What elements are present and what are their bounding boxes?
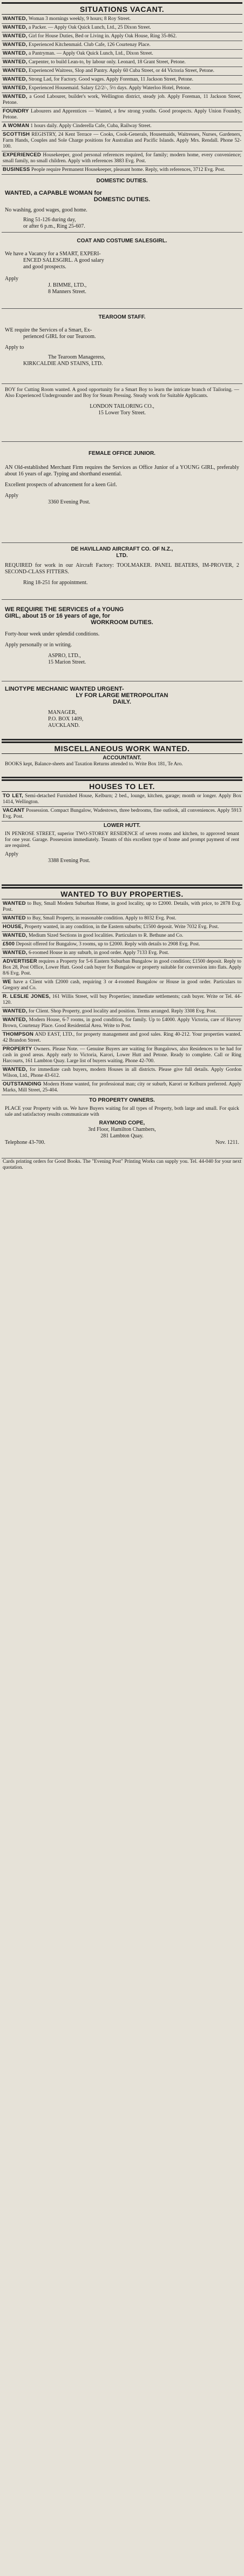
ad-line: Excellent prospects of advancement for a keen Girl. [5,482,117,488]
ad-lead-word: WANTED [3,915,26,921]
classified-ad [2,923,242,932]
ad-lead-word: WANTED, [3,1008,28,1014]
ad-line: Forty-hour week under splendid conditions. [5,631,100,637]
classified-ad [2,76,242,84]
ad-line: WE require the Services of a Smart, Ex- [5,327,92,333]
classified-ad [2,84,242,93]
ad-line: ASPRO, LTD., [48,653,81,659]
ad-title: LTD. [116,553,128,559]
ad-line: Apply personally or in writing. [5,642,72,648]
classified-ad [2,1031,242,1045]
ad-lead-word: WANTED, [3,24,28,30]
classified-ad [2,1081,242,1095]
ad-text: REGISTRY, 24 Kent Terrace — Cooks, Cook-Generals, Housemaids, Waitresses, Nurses, Gardeners, Farm Hands, Couples and Sole Charge positions for Australian and Pacific Islands. Apply Mrs. Rendall. Phone 52-100. [3,132,242,149]
ad-text: 161 Willis Street, will buy Properties; immediate settlements; cash buyer. Write or Tel. 44-120. [3,994,242,1005]
classified-ad [2,32,242,41]
ad-line: LONDON TAILORING CO., [90,403,154,409]
ad-accountant [2,755,242,777]
ad-lead-word: WANTED [3,900,26,906]
ad-line: Apply [5,851,18,857]
ad-text: a Good Labourer, builder's work, Wellington district, steady job. Apply Foreman, 11 Jackson Street, Petone. [3,94,242,105]
ad-lead-word: WANTED, [3,68,28,74]
ad-boy-cutting-room [2,387,242,442]
classified-ad [2,915,242,923]
ad-line: AUCKLAND. [48,723,80,729]
ad-lead-word: SCOTTISH [3,131,30,137]
ad-aspro-workroom [2,606,242,681]
ad-lead-word: EXPERIENCED [3,152,41,158]
ad-title: TEAROOM STAFF. [98,314,146,320]
classified-ad [2,122,242,131]
classified-ad [2,958,242,978]
ad-lead-word: HOUSE, [3,924,23,930]
ad-text: 1 hours daily. Apply Cinderella Cafe, Cuba, Railway Street. [30,123,152,129]
ad-line: DAILY. [113,699,131,705]
houses-to-let-list [2,792,242,822]
ad-line: MANAGER, [48,710,77,716]
ad-text: Woman 3 mornings weekly, 9 hours; 8 Roy Street. [28,16,131,22]
classified-ad [2,1045,242,1066]
ad-lead-word: WANTED, [3,16,28,22]
ad-lead-word: PROPERTY [3,1046,32,1052]
ad-line: perienced GIRL for our Tearoom. [23,334,96,340]
ad-de-havilland-aircraft [2,546,242,600]
ad-lead-word: WANTED, [3,932,28,938]
ad-text: People require Permanent Housekeeper, pleasant home. Reply, with references, 3712 Evg. Post. [31,167,226,173]
ad-title: DOMESTIC DUTIES. [96,178,148,184]
ad-line: P.O. BOX 1409, [48,716,84,722]
section-heading-miscellaneous-work: MISCELLANEOUS WORK WANTED. [2,741,242,754]
ad-lower-hutt [2,823,242,885]
classified-ad [2,166,242,175]
ad-lead-word: WANTED, [3,950,28,956]
ad-lead-word: THOMPSON [3,1031,34,1037]
ad-text: Owners. Please Note. — Genuine Buyers are waiting for Bungalows, also Residences to be had for cash in good areas. Apply early to Victoria, Karori, Lower Hutt and Petone. Ready to complete. Call or Ring Harcourts, 161 Lambton Quay. Large list of buyers waiting. Phone 42-700. [3,1047,241,1064]
ad-lead-word: WANTED, [3,42,28,48]
ad-text: AND EAST, LTD., for property management and good sales. Ring 40-212. Your properties wanted. 42 Brandon Street. [3,1032,242,1043]
ad-line: Telephone 43-700. [5,1140,45,1145]
classified-ad [2,900,242,915]
ad-line: GIRL, about 15 or 16 years of age, for [5,613,110,619]
ad-line: No washing, good wages, good home. [5,207,87,213]
ad-text: to Buy, Small Modern Suburban Home, in good locality, up to £2000. Details, with price, to 2878 Evg. Post. [3,901,241,912]
ad-text: have a Client with £2000 cash, requiring 3 or 4-roomed Bungalow or House in good order. Particulars to Gregory and Co. [3,979,241,991]
classified-ad [2,67,242,76]
ad-line: Apply to [5,345,24,350]
ad-line: We have a Vacancy for a SMART, EXPERI- [5,251,101,257]
ad-title: TO PROPERTY OWNERS. [89,1097,155,1103]
ad-coat-costume-salesgirl [2,238,242,309]
ad-line: Ring 18-251 for appointment. [23,580,88,586]
ad-line: The Tearoom Manageress, [48,354,106,360]
ad-lead-word: £500 [3,941,15,947]
ad-text: a Packer. — Apply Oak Quick Lunch, Ltd., 25 Dixon Street. [28,25,151,30]
ad-text: Property wanted, in any condition, in the Eastern suburbs; £1500 deposit. Write 7032 Evg. Post. [24,924,219,930]
classified-ad [2,932,242,941]
classified-ad [2,58,242,67]
classified-ad [2,807,242,822]
ad-line: and good prospects. [23,264,66,270]
ad-lead-word: WANTED, [3,59,28,65]
ad-line: 8 Manners Street. [48,289,86,295]
ad-body: IN PENROSE STREET, superior TWO-STOREY RESIDENCE of seven rooms and kitchen, to approved tenant for one year. Garage. Possession immediately. Tenants of this excellent type of home and prompt payment of rent are required. [5,831,239,849]
classified-ad [2,41,242,50]
ad-lead-word: BUSINESS [3,167,30,173]
ad-lead-word: R. LESLIE JONES, [3,994,51,999]
ad-line: 15 Lower Tory Street. [98,410,146,416]
wanted-to-buy-list [2,900,242,1095]
ad-line: 3388 Evening Post. [48,858,91,864]
ad-lead-word: WANTED, [3,76,28,82]
ad-body: Cards printing orders for Good Books. The "Evening Post" Printing Works can supply you. Tel. 44-040 for your next quotation. [3,1159,241,1170]
ad-line: RAYMOND COPE, [99,1120,145,1126]
ad-title: DE HAVILLAND AIRCRAFT CO. OF N.Z., [71,546,173,552]
ad-text: requires a Property for 5-6 Eastern Suburban Bungalow in good condition; £1500 deposit. Reply to Box 28, Post Office, Lower Hutt. Good cash buyer for Bungalow or property suitable for conversion into flats. Apply 8/6 Evg. Post. [3,959,241,976]
ad-line: 15 Marion Street. [48,659,86,665]
classified-ad [2,1008,242,1016]
ad-text: Experienced Kitchenmaid. Club Cafe, 126 Courtenay Place. [28,42,151,48]
ad-line: LY FOR LARGE METROPOLITAN [76,692,168,699]
ad-text: Medium Sized Sections in good localities. Particulars to R. Bethune and Co. [28,933,184,938]
ad-line: ENCED SALESGIRL. A good salary [23,257,104,263]
ad-title: COAT AND COSTUME SALESGIRL. [77,238,167,244]
classified-ad [2,792,242,807]
classified-ad [2,949,242,958]
ad-text: for Client. Shop Property, good locality and position. Terms arranged. Reply 3308 Evg. Post. [28,1009,217,1014]
ad-lead-word: VACANT [3,807,25,813]
ad-line: J. BIMME, LTD., [48,282,87,288]
section-rule [2,739,242,740]
ad-lead-word: ADVERTISER [3,958,37,964]
ad-lead-word: WANTED, [3,85,28,91]
ad-text: Possession. Compact Bungalow, Wadestown, three bedrooms, fine outlook, all conveniences. Apply 5913 Evg. Post. [3,808,242,819]
ad-text: Modern Home wanted, for professional man; city or suburb, Karori or Kelburn preferred. Apply Marks, Mill Street, 25-404. [3,1082,241,1093]
classified-ad [2,131,242,151]
ad-female-office-junior [2,451,242,543]
ad-line: WORKROOM DUTIES. [91,619,153,626]
section-heading-houses-to-let: HOUSES TO LET. [2,779,242,792]
classified-ad [2,941,242,949]
ad-printing-works [2,1158,242,1172]
ad-line: 281 Lambton Quay. [100,1133,144,1139]
ad-body: REQUIRED for work in our Aircraft Factory: TOOLMAKER. PANEL BEATERS, IM-PROVER, 2 SECOND-CLASS FITTERS. [5,562,239,575]
ad-text: Experienced Housemaid. Salary £2/2/-, 5½ days. Apply Waterloo Hotel, Petone. [28,85,191,91]
ad-lead-word: WANTED, [3,50,28,56]
ad-line: Apply [5,493,18,499]
classified-ad [2,108,242,122]
ad-body: BOOKS kept, Balance-sheets and Taxation Returns attended to. Write Box 181, Te Aro. [5,761,183,767]
ad-lead-word: WANTED, [3,33,28,39]
ad-title: FEMALE OFFICE JUNIOR. [89,451,155,456]
ad-tearoom-staff [2,314,242,384]
ad-text: Experienced Waitress, Slop and Pantry. Apply 60 Cuba Street, or 44 Victoria Street, Petone. [28,68,214,74]
ad-text: Girl for House Duties, Bed or Living in. Apply Oak House, Ring 35-862. [28,34,177,39]
ad-line: or after 6 p.m., Ring 25-607. [23,223,85,229]
ad-line: Nov. 1211. [215,1140,239,1145]
ad-text: 6-roomed House in any suburb, in good order. Apply 7133 Evg. Post. [28,950,170,956]
ad-text: for immediate cash buyers, modern Houses in all districts. Please give full details. Apply Gordon Wilson, Ltd., Phone 43-612. [3,1067,242,1078]
ad-lead-word: OUTSTANDING [3,1081,42,1087]
ad-line: 3rd Floor, Hamilton Chambers, [88,1127,156,1133]
ad-lead-word: FOUNDRY [3,108,29,114]
situations-vacant-list [2,15,242,175]
ad-text: Deposit offered for Bungalow, 3 rooms, up to £2000. Reply with details to 2908 Evg. Post. [16,942,200,947]
classified-ad [2,993,242,1008]
ad-to-property-owners [2,1097,242,1158]
ad-body: PLACE your Property with us. We have Buyers waiting for all types of Property, both large and small. For quick sale and satisfactory results communicate with [5,1106,239,1117]
ad-text: to Buy, Small Property, in reasonable condition. Apply to 8032 Evg. Post. [27,916,177,921]
ad-body: BOY for Cutting Room wanted. A good opportunity for a Smart Boy to learn the intricate branch of Tailoring. — Also Experienced Undergrounder and Boy for Steam Pressing. Steady work for Suitable Applicants. [5,387,239,399]
classified-ad [2,24,242,32]
classified-ad [2,1066,242,1081]
ad-text: Housekeeper, good personal references required, for family; modern home, every convenience; small family, no small children. Apply with references 3883 Evg. Post. [3,153,241,164]
ad-lead-word: WANTED, [3,1017,28,1023]
ad-text: a Pantryman. — Apply Oak Quick Lunch, Ltd., Dixon Street. [28,51,153,56]
ad-line: KIRKCALDIE AND STAINS, LTD. [23,361,103,367]
ad-line: Ring 51-126 during day, [23,217,76,223]
ad-text: Semi-detached Furnished House, Kelburn; 2 bed., lounge, kitchen, garage; month or longer. Apply Box 1414, Wellington. [3,793,242,805]
ad-title: ACCOUNTANT. [103,755,141,761]
ad-line: Apply [5,276,18,282]
ad-domestic-duties [2,178,242,233]
ad-text: Modern House, 6-7 rooms, in good condition, for family. Up to £4000. Apply Victoria, care of Harvey Brown, Courtenay Place. Good Residential Area. Write to Post. [3,1017,241,1029]
ad-lead-word: WANTED, [3,1067,28,1072]
classified-ad [2,93,242,108]
ad-title: LOWER HUTT. [103,823,141,829]
ad-line: LINOTYPE MECHANIC WANTED URGENT- [5,686,124,692]
section-heading-wanted-to-buy: WANTED TO BUY PROPERTIES. [2,887,242,899]
section-heading-situations-vacant: SITUATIONS VACANT. [2,2,242,15]
ad-text: Labourers and Apprentices — Wanted, a few strong youths. Good prospects. Apply Union Foundry, Petone. [3,109,241,120]
classified-ad [2,151,242,166]
classified-ad [2,978,242,993]
classified-ad [2,15,242,24]
ad-lead-word: WE [3,979,11,985]
ad-line: DOMESTIC DUTIES. [93,196,151,203]
ad-linotype-mechanic [2,686,242,739]
ad-lead-word: A WOMAN [3,123,30,129]
section-rule [2,885,242,886]
ad-lead-word: TO LET, [3,793,23,799]
ad-lead-word: WANTED, [3,94,28,100]
ad-body: AN Old-established Merchant Firm requires the Services as Office Junior of a YOUNG GIRL, preferably about 16 years of age. Typing and shorthand essential. [5,465,239,477]
ad-contact-row [5,1140,239,1146]
ad-text: Carpenter, to build Lean-to, by labour only. Leonard, 18 Grant Street, Petone. [28,59,186,65]
section-rule [2,777,242,778]
ad-text: Strong Lad, for Factory. Good wages. Apply Foreman, 11 Jackson Street, Petone. [28,77,193,82]
classified-ad [2,50,242,58]
ad-line: WE REQUIRE THE SERVICES of a YOUNG [5,606,124,613]
ad-line: WANTED, a CAPABLE WOMAN for [5,190,103,196]
classified-ad [2,1016,242,1031]
ad-line: 3360 Evening Post. [48,499,91,505]
